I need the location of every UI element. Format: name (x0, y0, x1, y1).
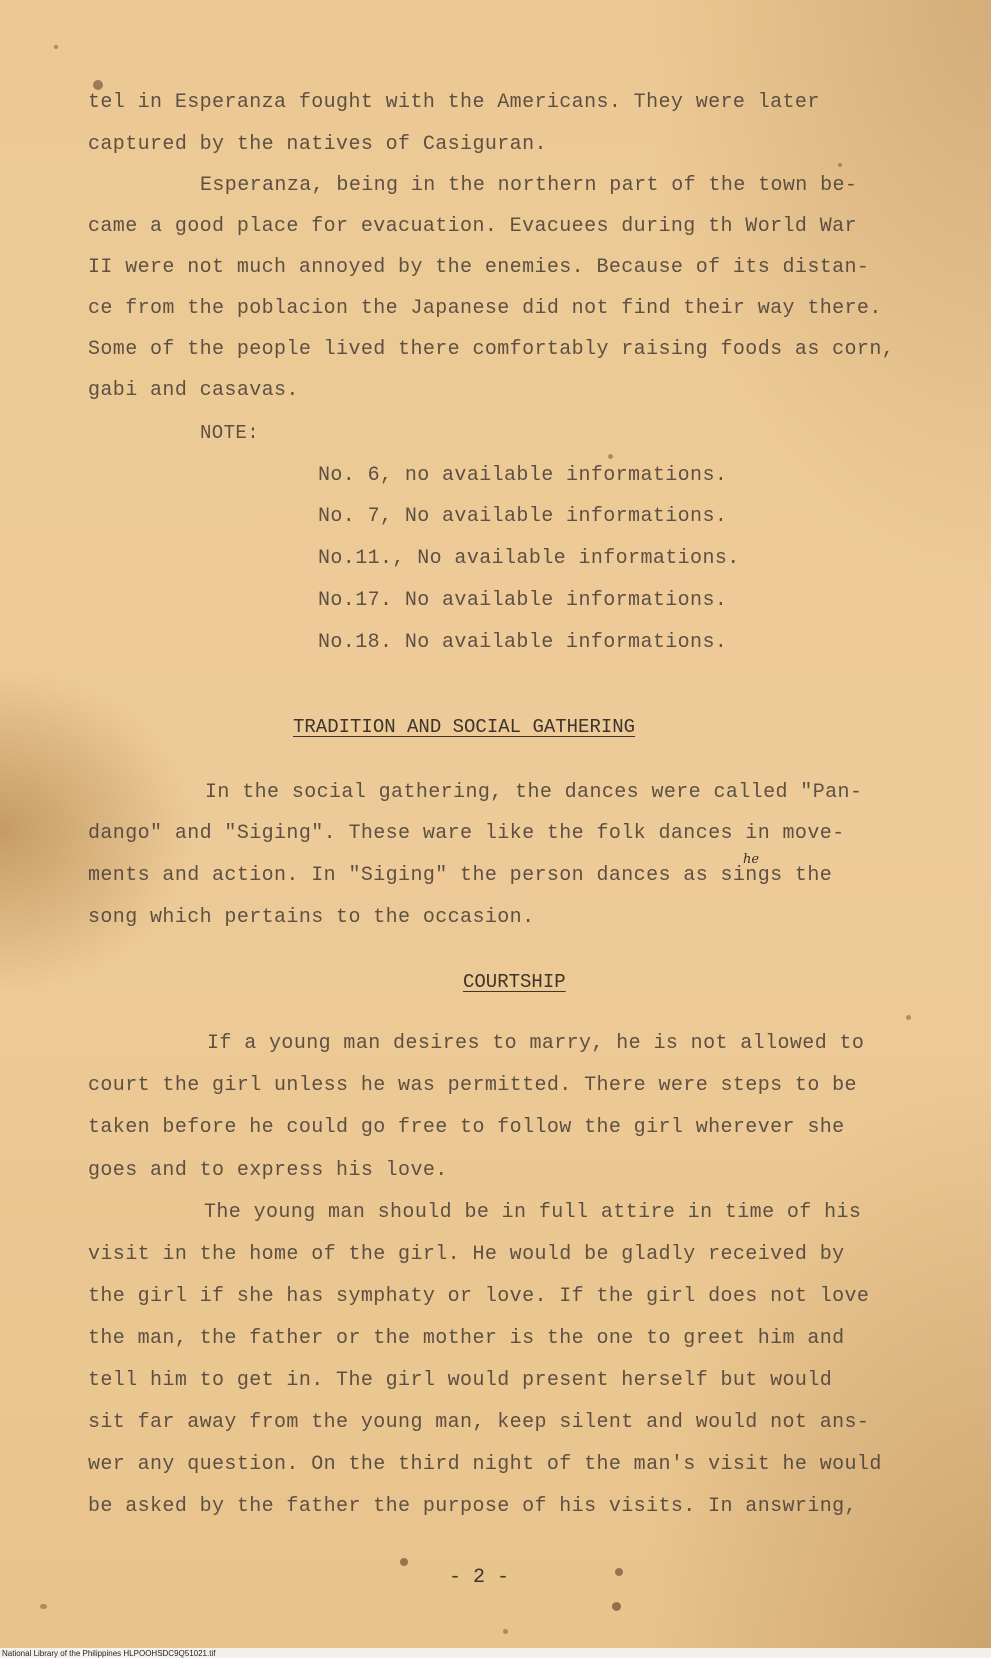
text-line: gabi and casavas. (88, 379, 299, 402)
text-line: the man, the father or the mother is the one to greet him and (88, 1327, 845, 1350)
text-line: court the girl unless he was permitted. There were steps to be (88, 1074, 857, 1097)
dust-speck (503, 1629, 508, 1634)
text-line: ce from the poblacion the Japanese did not find their way there. (88, 297, 882, 320)
text-line: wer any question. On the third night of the man's visit he would (88, 1453, 882, 1476)
text-line: goes and to express his love. (88, 1159, 448, 1182)
dust-speck (608, 454, 613, 459)
section-heading-courtship: COURTSHIP (463, 971, 566, 993)
dust-speck (54, 45, 58, 49)
page-number: - 2 - (449, 1566, 510, 1589)
dust-speck (906, 1015, 911, 1020)
text-line: In the social gathering, the dances were called "Pan- (205, 781, 863, 804)
note-item: No.18. No available informations. (318, 631, 728, 654)
text-line: song which pertains to the occasion. (88, 906, 535, 929)
text-line: tel in Esperanza fought with the Americans. They were later (88, 91, 820, 114)
section-heading-tradition: TRADITION AND SOCIAL GATHERING (293, 716, 636, 738)
text-line: came a good place for evacuation. Evacuees during th World War (88, 215, 857, 238)
note-label: NOTE: (200, 422, 260, 444)
text-line: The young man should be in full attire in time of his (204, 1201, 862, 1224)
dust-speck (838, 163, 842, 167)
handwritten-insertion: he (743, 852, 760, 867)
scan-footer-label: National Library of the Philippines HLPOOHSDC9Q51021.tif (2, 1649, 216, 1658)
text-line: captured by the natives of Casiguran. (88, 133, 547, 156)
text-line: sit far away from the young man, keep silent and would not ans- (88, 1411, 870, 1434)
dust-speck (400, 1558, 408, 1566)
dust-speck (40, 1604, 47, 1609)
text-line: If a young man desires to marry, he is not allowed to (207, 1032, 865, 1055)
note-item: No.17. No available informations. (318, 589, 728, 612)
dust-speck (615, 1568, 623, 1576)
text-line: be asked by the father the purpose of his visits. In answring, (88, 1495, 857, 1518)
text-line: Esperanza, being in the northern part of the town be- (200, 174, 858, 197)
text-line: the girl if she has symphaty or love. If the girl does not love (88, 1285, 870, 1308)
text-line: taken before he could go free to follow the girl wherever she (88, 1116, 845, 1139)
text-line: dango" and "Siging". These ware like the folk dances in move- (88, 822, 845, 845)
note-item: No.11., No available informations. (318, 547, 740, 570)
dust-speck (93, 80, 103, 90)
note-item: No. 7, No available informations. (318, 505, 728, 528)
note-item: No. 6, no available informations. (318, 464, 728, 487)
text-line: tell him to get in. The girl would present herself but would (88, 1369, 833, 1392)
text-line: ments and action. In "Siging" the person dances as sings the (88, 864, 833, 887)
dust-speck (612, 1602, 621, 1611)
text-line: Some of the people lived there comfortably raising foods as corn, (88, 338, 895, 361)
text-line: II were not much annoyed by the enemies. Because of its distan- (88, 256, 870, 279)
text-line: visit in the home of the girl. He would be gladly received by (88, 1243, 845, 1266)
